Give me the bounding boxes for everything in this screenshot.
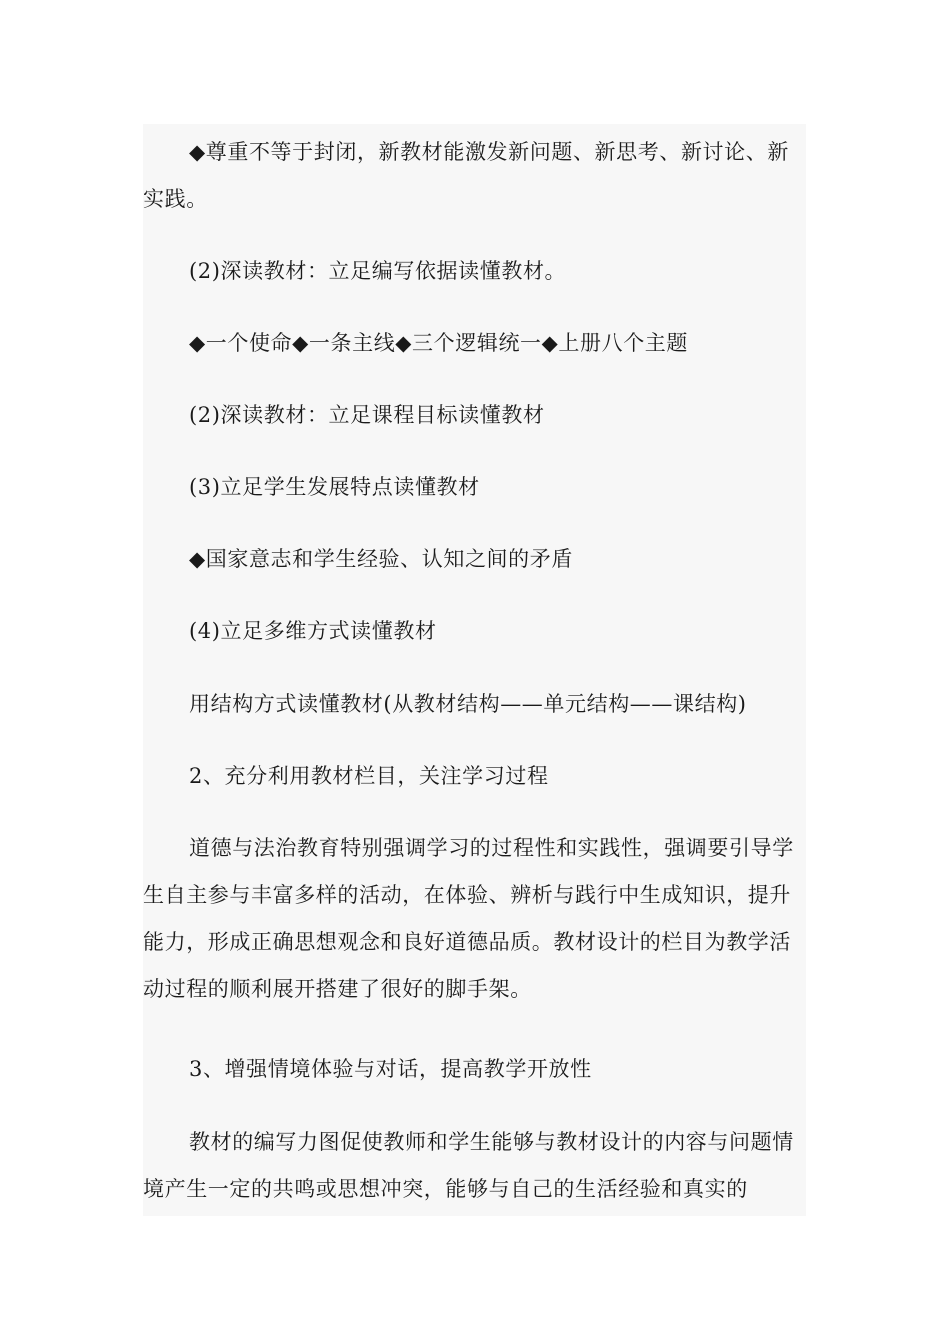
paragraph-2: (2)深读教材：立足编写依据读懂教材。 bbox=[189, 259, 567, 283]
paragraph-5: (3)立足学生发展特点读懂教材 bbox=[189, 475, 480, 499]
paragraph-10: 道德与法治教育特别强调学习的过程性和实践性，强调要引导学生自主参与丰富多样的活动，在体验、辨析与践行中生成知识，提升能力，形成正确思想观念和良好道德品质。教材设计的栏目为教学活动过程的顺利展开搭建了很好的脚手架。 bbox=[143, 836, 794, 1001]
document-text-block bbox=[143, 124, 806, 1216]
paragraph-7: (4)立足多维方式读懂教材 bbox=[189, 619, 437, 643]
paragraph-3: ◆一个使命◆一条主线◆三个逻辑统一◆上册八个主题 bbox=[189, 331, 688, 355]
paragraph-6: ◆国家意志和学生经验、认知之间的矛盾 bbox=[189, 547, 573, 571]
paragraph-9: 2、充分利用教材栏目，关注学习过程 bbox=[189, 764, 549, 788]
paragraph-8: 用结构方式读懂教材(从教材结构——单元结构——课结构) bbox=[189, 692, 747, 716]
paragraph-12: 教材的编写力图促使教师和学生能够与教材设计的内容与问题情境产生一定的共鸣或思想冲突，能够与自己的生活经验和真实的 bbox=[143, 1130, 794, 1201]
paragraph-4: (2)深读教材：立足课程目标读懂教材 bbox=[189, 403, 545, 427]
paragraph-11: 3、增强情境体验与对话，提高教学开放性 bbox=[189, 1057, 592, 1081]
paragraph-1: ◆尊重不等于封闭，新教材能激发新问题、新思考、新讨论、新实践。 bbox=[143, 140, 789, 211]
